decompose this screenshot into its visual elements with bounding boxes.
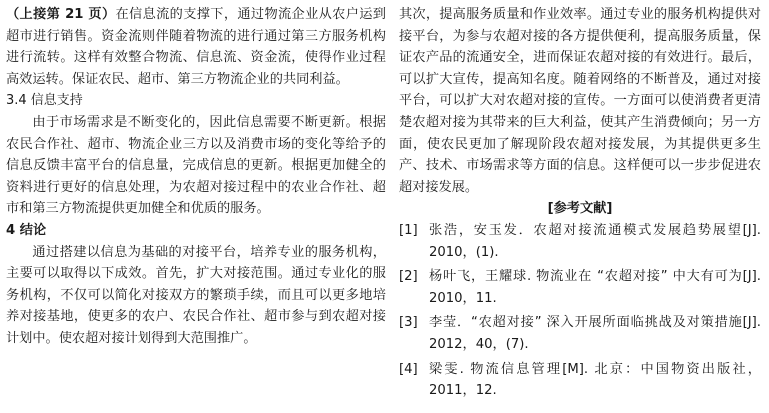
reference-item bbox=[399, 220, 761, 263]
reference-text: 李莹．“农超对接” 深入开展所面临挑战及对策措施[J]. 2012，40，(7). bbox=[429, 315, 761, 352]
reference-item bbox=[399, 359, 761, 402]
reference-number: [2] bbox=[399, 269, 418, 285]
right-column bbox=[399, 4, 761, 405]
reference-number: [4] bbox=[399, 361, 418, 377]
reference-item bbox=[399, 266, 761, 309]
reference-item bbox=[399, 312, 761, 355]
info-support-paragraph: 由于市场需求是不断变化的，因此信息需要不断更新。根据农民合作社、超市、物流企业三方以及消费市场的变化等给予的信息反馈丰富平台的信息量，完成信息的更新。根据更加健全的资料进行更好的信息处理，为农超对接过程中的农业合作社、超市和第三方物流提供更加健全和优质的服务。 bbox=[6, 114, 386, 217]
section-heading-conclusion: 4 结论 bbox=[6, 222, 47, 238]
intro-paragraph-text: 在信息流的支撑下，通过物流企业从农户运到超市进行销售。资金流则伴随着物流的进行通过第三方服务机构进行流转。这样有效整合物流、信息流、资金流，使得作业过程高效运转。保证农民、超市、第三方物流企业的共同利益。 bbox=[6, 7, 386, 87]
intro-paragraph bbox=[6, 4, 386, 90]
references-heading: [参考文献] bbox=[547, 201, 613, 217]
continued-paragraph: 其次，提高服务质量和作业效率。通过专业的服务机构提供对接平台，为参与农超对接的各方提供便利，提高服务质量，保证农产品的流通安全，进而保证农超对接的有效进行。最后，可以扩大宣传，提高知名度。随着网络的不断普及，通过对接平台，可以扩大对农超对接的宣传。一方面可以使消费者更清楚农超对接为其带来的巨大利益，使其产生消费倾向；另一方面，使农民更加了解现阶段农超对接发展，为其提供更多生产、技术、市场需求等方面的信息。这样便可以一步步促进农超对接发展。 bbox=[399, 7, 761, 195]
reference-text: 张浩，安玉发．农超对接流通模式发展趋势展望[J]. 2010，(1). bbox=[429, 222, 761, 260]
reference-text: 梁雯. 物流信息管理[M]. 北京：中国物资出版社，2011，12. bbox=[429, 361, 761, 399]
reference-text: 杨叶飞，王耀球. 物流业在 “农超对接” 中大有可为[J]. 2010，11. bbox=[429, 269, 761, 306]
reference-number: [3] bbox=[399, 315, 418, 331]
conclusion-paragraph: 通过搭建以信息为基础的对接平台，培养专业的服务机构，主要可以取得以下成效。首先，扩大对接范围。通过专业化的服务机构，不仅可以简化对接双方的繁琐手续，而且可以更多地培养对接基地，使更多的农户、农民合作社、超市参与到农超对接计划中。使农超对接计划得到大范围推广。 bbox=[6, 244, 386, 346]
reference-list bbox=[399, 220, 761, 402]
reference-number: [1] bbox=[399, 222, 418, 238]
left-column bbox=[6, 4, 386, 350]
subsection-heading-info-support: 3.4 信息支持 bbox=[6, 93, 83, 109]
continuation-tag: （上接第 21 页） bbox=[6, 7, 116, 22]
